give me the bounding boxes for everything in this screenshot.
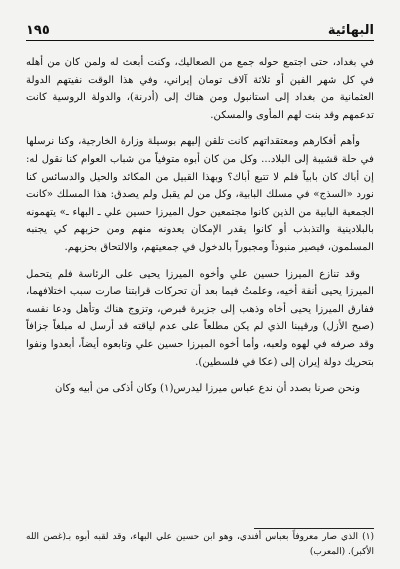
running-title: البهائية <box>327 23 374 38</box>
running-header <box>26 12 374 41</box>
footnote-separator <box>254 528 374 529</box>
paragraph-4: ونحن صرنا بصدد أن ندع عباس ميرزا ليدرس(١) وكان أذكى من أبيه وكان <box>54 383 360 395</box>
body-text <box>26 54 374 398</box>
footnote: (١) الذي صار معروفاً بعباس أفندي، وهو ابن حسين علي البهاء، وقد لقبه أبوه بـ(غصن الله الأكبر). (المعرب) <box>26 532 374 557</box>
paragraph-2: وأهم أفكارهم ومعتقداتهم كانت تلقن إليهم بوسيلة وزارة الخارجية، وكنا نرسلها في حلة قشيبة إلى البلاد... وكل من كان أبوه متوفياً من شباب العوام كنا نقول له: إن أباك كان بابياً فلم لا تتبع أباك؟ وبهذا القبيل من المكائد والحيل والدسائس كنا نورد «السذج» في مسلك البابية، وكل من لم يقبل ولم يصدق: هذا المسلك «كانت الجمعية البابية من الذين كانوا مجتمعين حول الميرزا حسين علي ـ البهاء ـ» يتهمونه بالبلادينية والتذبذب أو كانوا يقدر الإمكان يعدونه منهم ومن حزبهم كي يجنبه المسلمون، فيصير منبوذاً ومجبوراً بالدخول في جمعيتهم، والالتحاق بحزبهم. <box>26 136 374 253</box>
paragraph-3: وقد تنازع الميرزا حسين علي وأخوه الميرزا يحيى على الرئاسة فلم يتحمل الميرزا يحيى أنفة أخيه، وعلمتُ فيما بعد أن تحركات قرابتنا صارت سبب اختلافهما، ففارق الميرزا يحيى أخاه وذهب إلى جزيرة قبرص، وتزوج هناك وتأهل ودعا نفسه (صبح الأزل) ورقيبنا الذي لم يكن مطلعاً على عدم لياقته قد أرسل له مبلغاً جزافاً وقد صرفه في لهوه ولعبه، وأما أخوه الميرزا حسين علي وتابعوه أيضاً، أبعدوا ونفوا بتحريك دولة إيران إلى (عكا في فلسطين). <box>26 268 374 368</box>
paragraph-1: في بغداد، حتى اجتمع حوله جمع من الصعاليك، وكنت أبعث له ولمن كان من أهله في كل شهر الفين أو ثلاثة آلاف تومان إيراني، وفي هذا الوقت نفيتهم الدولة العثمانية من بغداد إلى استانبول ومن هناك إلى (أدرنة)، والدولة الروسية كانت تدعمهم وقد بنت لهم المأوى والمسكن. <box>26 57 374 121</box>
page-number: ١٩٥ <box>26 23 50 38</box>
